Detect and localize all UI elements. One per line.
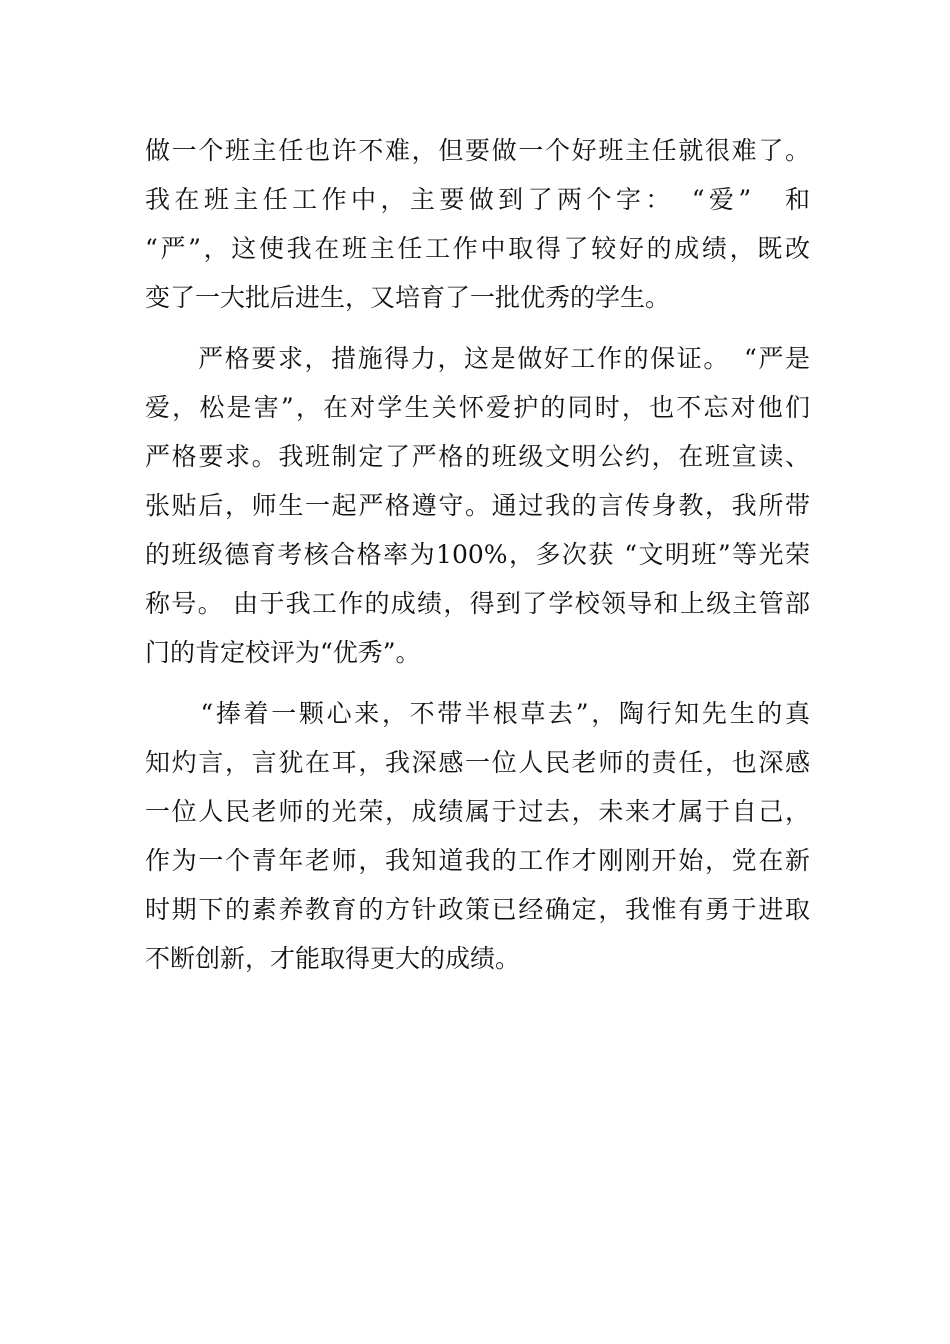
paragraph-line: 时期下的素养教育的方针政策已经确定，我惟有勇于进取 <box>145 895 810 924</box>
paragraph-3 <box>145 689 810 983</box>
paragraph-gap <box>145 677 810 689</box>
paragraph-line: 我在班主任工作中，主要做到了两个字： “爱” 和 <box>145 185 810 214</box>
paragraph-line: 作为一个青年老师，我知道我的工作才刚刚开始，党在新 <box>145 846 810 875</box>
paragraph-line: 不断创新，才能取得更大的成绩。 <box>145 944 521 973</box>
paragraph-line: 变了一大批后进生，又培育了一批优秀的学生。 <box>145 283 671 312</box>
paragraph-line: 做一个班主任也许不难，但要做一个好班主任就很难了。 <box>145 136 810 165</box>
paragraph-line: “严”，这使我在班主任工作中取得了较好的成绩，既改 <box>145 234 810 263</box>
paragraph-1 <box>145 126 810 322</box>
paragraph-line: 称号。 由于我工作的成绩，得到了学校领导和上级主管部 <box>145 589 810 618</box>
paragraph-line: 一位人民老师的光荣，成绩属于过去，未来才属于自己， <box>145 797 810 826</box>
paragraph-gap <box>145 322 810 334</box>
paragraph-line: 门的肯定校评为“优秀”。 <box>145 638 421 667</box>
paragraph-line: 爱，松是害”，在对学生关怀爱护的同时，也不忘对他们 <box>145 393 810 422</box>
document-body <box>145 126 810 983</box>
paragraph-2 <box>145 334 810 677</box>
paragraph-line: 的班级德育考核合格率为100%，多次获 “文明班”等光荣 <box>145 540 810 569</box>
paragraph-line: 张贴后，师生一起严格遵守。通过我的言传身教，我所带 <box>145 491 810 520</box>
paragraph-line: 知灼言，言犹在耳，我深感一位人民老师的责任，也深感 <box>145 748 810 777</box>
paragraph-line: 严格要求。我班制定了严格的班级文明公约，在班宣读、 <box>145 442 810 471</box>
paragraph-line: “捧着一颗心来，不带半根草去”，陶行知先生的真 <box>145 699 810 728</box>
paragraph-line: 严格要求，措施得力，这是做好工作的保证。 “严是 <box>145 344 810 373</box>
